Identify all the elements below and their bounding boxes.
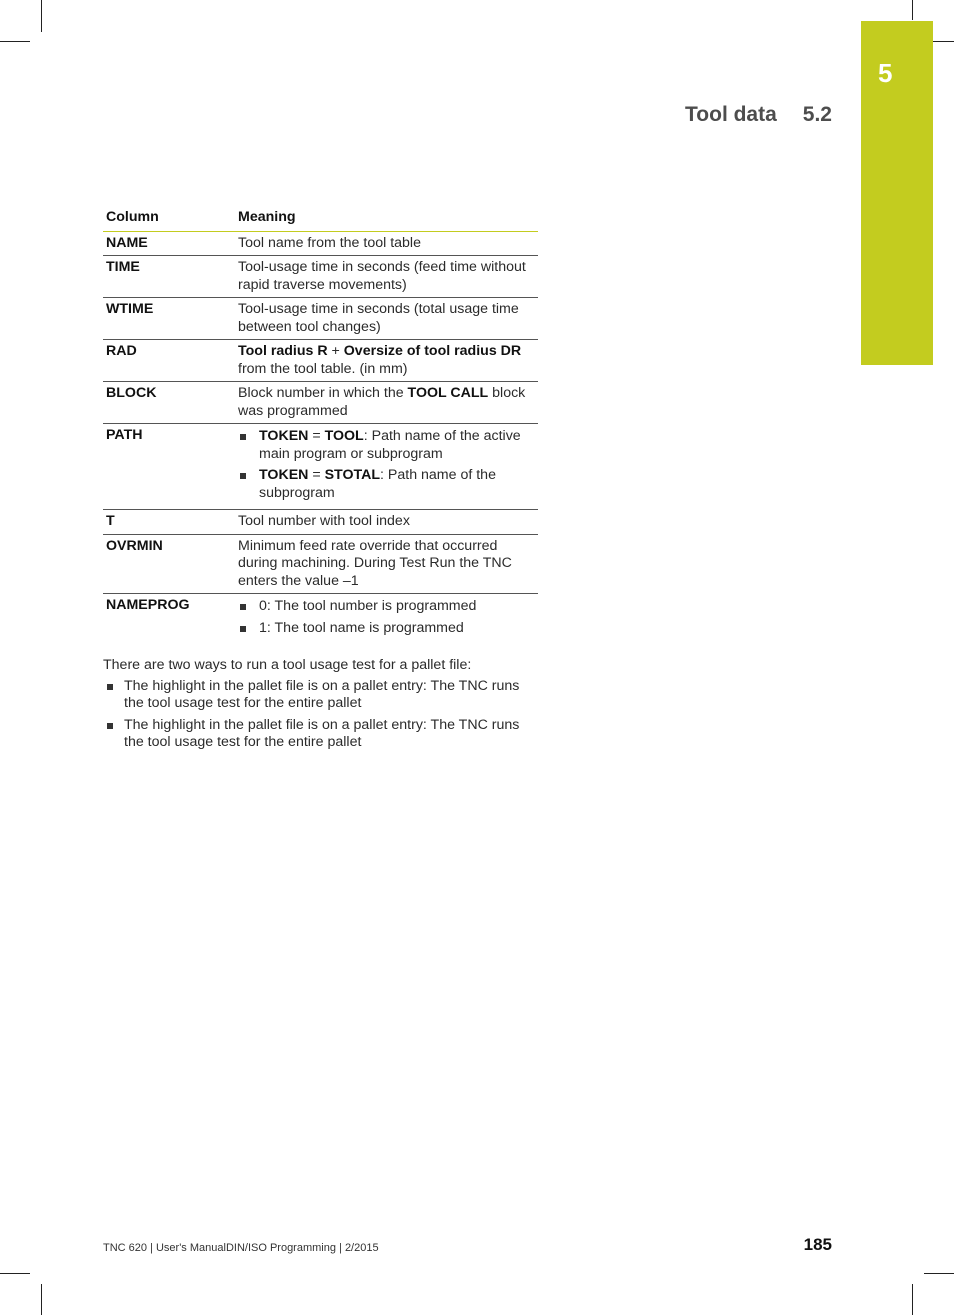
list-item: 0: The tool number is programmed <box>238 598 535 616</box>
table-row <box>103 534 538 594</box>
row-column-name: PATH <box>103 424 235 510</box>
crop-mark <box>0 1273 30 1274</box>
row-meaning: Tool number with tool index <box>235 510 538 535</box>
meaning-text: Block number in which the <box>238 385 408 401</box>
table-row <box>103 298 538 340</box>
row-meaning <box>235 340 538 382</box>
crop-mark <box>0 41 30 42</box>
meaning-text: block was programmed <box>238 385 526 419</box>
crop-mark <box>41 0 42 32</box>
bold-term: TOKEN <box>259 467 309 483</box>
table-row <box>103 340 538 382</box>
row-meaning: Tool name from the tool table <box>235 231 538 256</box>
list-item <box>238 428 535 463</box>
header-title: Tool data <box>685 103 777 126</box>
equals-sign: = <box>308 428 325 444</box>
row-column-name: RAD <box>103 340 235 382</box>
row-column-name: TIME <box>103 256 235 298</box>
bullet-list <box>238 428 535 502</box>
table-row <box>103 510 538 535</box>
table-row <box>103 594 538 645</box>
crop-mark <box>924 1273 954 1274</box>
bullet-list <box>103 678 538 752</box>
crop-mark <box>912 1284 913 1315</box>
list-item: 1: The tool name is programmed <box>238 620 535 638</box>
header-section: 5.2 <box>802 103 832 126</box>
equals-sign: = <box>308 467 325 483</box>
tool-usage-table <box>103 207 538 644</box>
bold-term: TOOL <box>324 428 364 444</box>
row-column-name: NAMEPROG <box>106 597 190 613</box>
table-header-row <box>103 207 538 231</box>
row-column-name: T <box>103 510 235 535</box>
meaning-text: from the tool table. (in mm) <box>238 360 408 377</box>
running-header <box>685 103 832 127</box>
row-column-name: OVRMIN <box>103 534 235 594</box>
bullet-list <box>238 598 535 637</box>
chapter-number: 5 <box>878 58 893 88</box>
row-meaning: Tool-usage time in seconds (feed time without rapid traverse movements) <box>235 256 538 298</box>
bold-term: TOKEN <box>259 428 309 444</box>
bold-term: Tool radius R <box>238 343 328 359</box>
bold-term: STOTAL <box>324 467 381 483</box>
row-meaning <box>235 594 538 645</box>
table-row <box>103 424 538 510</box>
bold-term: Oversize of tool radius DR <box>343 343 522 359</box>
bold-term: TOOL CALL <box>407 385 489 401</box>
intro-paragraph: There are two ways to run a tool usage test for a pallet file: <box>103 657 472 673</box>
list-item: The highlight in the pallet file is on a pallet entry: The TNC runs the tool usage test for the entire pallet <box>103 717 538 752</box>
plus-sign: + <box>327 343 344 359</box>
footer-text: TNC 620 | User's ManualDIN/ISO Programming | 2/2015 <box>103 1242 379 1254</box>
crop-mark <box>41 1284 42 1315</box>
table-row <box>103 231 538 256</box>
table-row <box>103 382 538 424</box>
row-meaning <box>235 382 538 424</box>
list-item: The highlight in the pallet file is on a pallet entry: The TNC runs the tool usage test for the entire pallet <box>103 678 538 713</box>
row-meaning: Tool-usage time in seconds (total usage time between tool changes) <box>235 298 538 340</box>
row-column-name: NAME <box>103 231 235 256</box>
meaning-text: : Path name of the subprogram <box>259 467 496 501</box>
row-meaning <box>235 424 538 510</box>
header-column: Column <box>103 207 235 231</box>
meaning-text: : Path name of the active main program or subprogram <box>259 428 521 462</box>
header-meaning: Meaning <box>235 207 538 231</box>
row-column-name: WTIME <box>103 298 235 340</box>
row-column-name: BLOCK <box>103 382 235 424</box>
page-number: 185 <box>803 1235 832 1254</box>
table-row <box>103 256 538 298</box>
body-text <box>103 657 538 756</box>
crop-mark <box>912 0 913 20</box>
list-item <box>238 467 535 502</box>
chapter-tab <box>861 21 933 365</box>
row-meaning: Minimum feed rate override that occurred during machining. During Test Run the TNC enters the value –1 <box>235 534 538 594</box>
